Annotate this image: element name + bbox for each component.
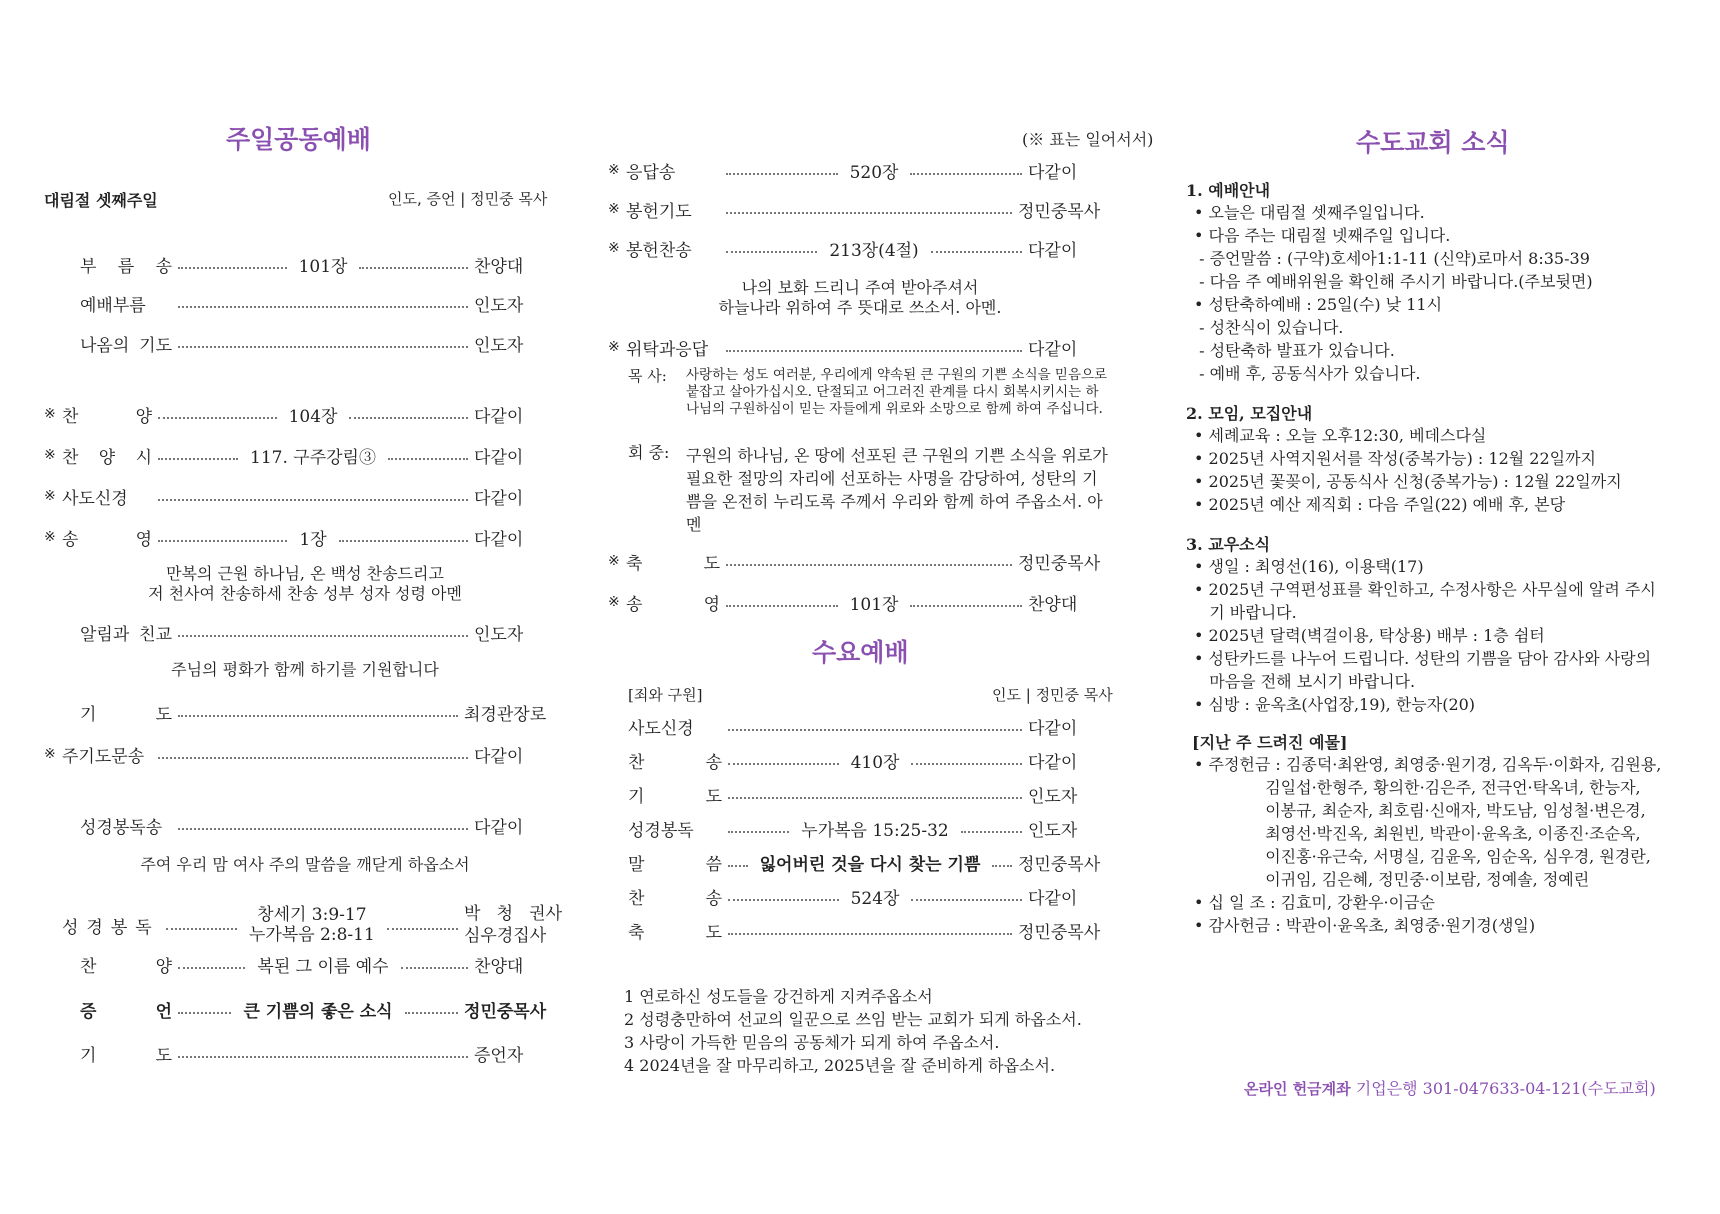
dotted-leader — [911, 899, 1022, 901]
news-item: • 감사헌금 : 박관이·윤옥초, 최영중·원기경(생일) — [1194, 916, 1536, 935]
verse-1: 창세기 3:9-17 — [257, 905, 367, 925]
order-name: 말 씀 — [628, 854, 722, 875]
prayer-item: 3 사랑이 가득한 믿음의 공동체가 되게 하여 주옵소서. — [624, 1033, 1000, 1052]
order-person: 인도자 — [474, 335, 524, 356]
dotted-leader — [359, 267, 468, 269]
dotted-leader — [178, 267, 287, 269]
congregation-text: 구원의 하나님, 온 땅에 선포된 큰 구원의 기쁜 소식을 위로가 필요한 절망의 자리에 선포하는 사명을 감당하여, 성탄의 기쁨을 온전히 누리도록 주께서 우리와 함께 하여 주옵소서. 아멘 — [686, 446, 1108, 534]
section-members-title: 3. 교우소식 — [1186, 535, 1271, 554]
dotted-leader — [726, 212, 1012, 214]
dotted-leader — [728, 763, 839, 765]
news-item: - 다음 주 예배위원을 확인해 주시기 바랍니다.(주보뒷면) — [1194, 272, 1593, 291]
order-row — [62, 331, 562, 355]
order-name: 성경봉독 — [62, 917, 160, 938]
news-body — [1186, 178, 1706, 937]
wednesday-leader: 인도 | 정민중 목사 — [992, 686, 1113, 704]
dotted-leader — [178, 967, 245, 969]
section-worship-title: 1. 예배안내 — [1186, 181, 1271, 200]
dotted-leader — [910, 605, 1022, 607]
congregation-response — [628, 444, 1108, 536]
dotted-leader — [158, 417, 277, 419]
news-item: - 예배 후, 공동식사가 있습니다. — [1194, 364, 1421, 383]
news-item: 이진홍·유근숙, 서명실, 김윤옥, 임순옥, 심우경, 원경란, — [1194, 847, 1651, 866]
news-item: • 성탄카드를 나누어 드립니다. 성탄의 기쁨을 담아 감사와 사랑의 — [1194, 649, 1652, 668]
offering-line-2: 하늘나라 위하여 주 뜻대로 쓰소서. 아멘. — [718, 298, 1002, 317]
dotted-leader — [178, 715, 458, 717]
reader-1: 박 청 권사 — [464, 904, 562, 924]
order-person: 다같이 — [1028, 162, 1078, 183]
peace-text: 주님의 평화가 함께 하기를 기원합니다 — [171, 660, 439, 679]
order-detail: 104장 — [283, 402, 344, 427]
wednesday-topic: [죄와 구원] — [628, 686, 703, 704]
order-row — [62, 952, 562, 976]
order-detail: 누가복음 15:25-32 — [795, 816, 954, 841]
news-item: 마음을 전해 보시기 바랍니다. — [1194, 672, 1416, 691]
order-person: 다같이 — [1028, 888, 1078, 909]
order-name: 송 영 — [626, 594, 720, 615]
news-item: • 2025년 예산 제직회 : 다음 주일(22) 예배 후, 본당 — [1194, 495, 1566, 514]
order-detail: 복된 그 이름 예수 — [251, 952, 394, 977]
dotted-leader — [726, 605, 838, 607]
songo-lyrics — [130, 564, 480, 604]
order-name: 사도신경 — [62, 488, 128, 509]
order-person: 다같이 — [474, 406, 524, 427]
order-person: 다같이 — [474, 817, 524, 838]
prayer-item: 4 2024년을 잘 마무리하고, 2025년을 잘 준비하게 하옵소서. — [624, 1056, 1056, 1075]
order-row — [628, 714, 1116, 738]
standing-mark: ※ — [44, 746, 56, 762]
scripture-verses — [243, 905, 381, 945]
dotted-leader — [910, 173, 1022, 175]
order-row — [44, 443, 562, 467]
order-person: 다같이 — [474, 488, 524, 509]
order-person: 정민중목사 — [1018, 201, 1101, 222]
order-person: 인도자 — [474, 624, 524, 645]
order-name: 봉헌기도 — [626, 201, 692, 222]
standing-mark: ※ — [44, 447, 56, 463]
dotted-leader — [911, 763, 1022, 765]
order-detail: 잃어버린 것을 다시 찾는 기쁨 — [754, 850, 987, 875]
standing-mark: ※ — [608, 594, 620, 610]
order-name: 위탁과응답 — [626, 339, 709, 360]
order-person: 다같이 — [1028, 718, 1078, 739]
dotted-leader — [405, 1012, 458, 1014]
prayer-item: 1 연로하신 성도들을 강건하게 지켜주옵소서 — [624, 987, 933, 1006]
dotted-leader — [401, 967, 468, 969]
order-row — [44, 525, 562, 549]
sunday-title: 주일공동예배 — [226, 125, 371, 154]
order-person: 인도자 — [1028, 820, 1078, 841]
news-item: • 십 일 조 : 김효미, 강환우·이금순 — [1194, 893, 1435, 912]
order-person: 다같이 — [1028, 339, 1078, 360]
news-item: • 세례교육 : 오늘 오후12:30, 베데스다실 — [1194, 426, 1487, 445]
order-row — [62, 291, 562, 315]
news-title: 수도교회 소식 — [1356, 128, 1510, 157]
order-person: 찬양대 — [474, 256, 524, 277]
dotted-leader — [728, 933, 1012, 935]
order-row — [628, 816, 1116, 840]
dotted-leader — [726, 350, 1022, 352]
order-name: 성경봉독 — [628, 820, 694, 841]
order-name: 부 름 송 — [80, 256, 172, 277]
dotted-leader — [158, 499, 468, 501]
news-item: • 생일 : 최영선(16), 이용택(17) — [1194, 557, 1424, 576]
order-name: 축 도 — [626, 553, 720, 574]
order-name: 송 영 — [62, 529, 152, 550]
order-detail: 큰 기쁨의 좋은 소식 — [237, 997, 398, 1022]
songo-line-2: 저 천사여 찬송하세 찬송 성부 성자 성령 아멘 — [148, 584, 462, 603]
news-item: • 성탄축하예배 : 25일(수) 낮 11시 — [1194, 295, 1443, 314]
section-worship-list — [1186, 201, 1706, 385]
news-item: • 심방 : 윤옥초(사업장,19), 한능자(20) — [1194, 695, 1476, 714]
order-person: 정민중목사 — [464, 1001, 547, 1022]
news-item: • 2025년 꽃꽂이, 공동식사 신청(중복가능) : 12월 22일까지 — [1194, 472, 1622, 491]
order-person: 다같이 — [474, 746, 524, 767]
offering-line-1: 나의 보화 드리니 주여 받아주셔서 — [741, 278, 979, 297]
dotted-leader — [726, 564, 1012, 566]
pastor-label: 목 사: — [628, 367, 667, 385]
order-name: 나옴의 기도 — [80, 335, 172, 356]
order-name: 기 도 — [80, 704, 172, 725]
news-item: - 증언말씀 : (구약)호세아1:1-11 (신약)로마서 8:35-39 — [1194, 249, 1590, 268]
dotted-leader — [961, 831, 1022, 833]
dotted-leader — [178, 828, 468, 830]
order-row — [608, 549, 1116, 573]
news-item: 이귀임, 김은혜, 정민중·이보람, 정예솔, 정예린 — [1194, 870, 1590, 889]
order-name: 알림과 친교 — [80, 624, 172, 645]
dotted-leader — [178, 1056, 468, 1058]
dotted-leader — [931, 251, 1022, 253]
dotted-leader — [339, 540, 468, 542]
dotted-leader — [178, 346, 468, 348]
account-label: 온라인 헌금계좌 — [1244, 1080, 1351, 1098]
order-person: 찬양대 — [474, 956, 524, 977]
section-members-list — [1186, 555, 1706, 716]
news-item: • 2025년 구역편성표를 확인하고, 수정사항은 사무실에 알려 주시 — [1194, 580, 1656, 599]
dotted-leader — [728, 729, 1022, 731]
dotted-leader — [388, 458, 468, 460]
news-item: • 2025년 사역지원서를 작성(중복가능) : 12월 22일까지 — [1194, 449, 1597, 468]
standing-mark: ※ — [608, 240, 620, 256]
news-item: • 오늘은 대림절 셋째주일입니다. — [1194, 203, 1425, 222]
order-detail: 101장 — [293, 252, 354, 277]
news-item: 최영선·박진옥, 최원빈, 박관이·윤옥초, 이종진·조순옥, — [1194, 824, 1641, 843]
order-row — [44, 402, 562, 426]
dotted-leader — [992, 865, 1012, 867]
order-detail: 524장 — [845, 884, 906, 909]
standing-note: (※ 표는 일어서서) — [1022, 130, 1154, 149]
order-name: 찬 송 — [628, 888, 722, 909]
standing-mark: ※ — [44, 488, 56, 504]
standing-mark: ※ — [44, 406, 56, 422]
order-detail: 520장 — [844, 158, 905, 183]
news-item: • 다음 주는 대림절 넷째주일 입니다. — [1194, 226, 1451, 245]
order-row — [628, 884, 1116, 908]
order-person: 다같이 — [1028, 240, 1078, 261]
standing-mark: ※ — [44, 529, 56, 545]
order-row — [628, 782, 1116, 806]
dotted-leader — [158, 540, 287, 542]
dotted-leader — [158, 458, 238, 460]
order-person: 최경관장로 — [464, 704, 547, 725]
scripture-prayer-text: 주여 우리 맘 여사 주의 말씀을 깨닫게 하옵소서 — [140, 855, 470, 874]
order-row — [628, 918, 1116, 942]
order-detail: 101장 — [844, 590, 905, 615]
scripture-reading-row — [62, 903, 562, 947]
order-row — [62, 620, 562, 644]
order-row — [62, 1041, 562, 1065]
order-row — [608, 335, 1116, 359]
dotted-leader — [178, 635, 468, 637]
order-name: 찬 송 — [628, 752, 722, 773]
order-person: 찬양대 — [1028, 594, 1078, 615]
section-meeting-list — [1186, 424, 1706, 516]
news-item: • 주정헌금 : 김종덕·최완영, 최영중·원기경, 김옥두·이화자, 김원용, — [1194, 755, 1662, 774]
week-label: 대림절 셋째주일 — [44, 191, 158, 210]
standing-mark: ※ — [608, 162, 620, 178]
order-person: 정민중목사 — [1018, 854, 1101, 875]
order-name: 찬 양 시 — [62, 447, 152, 468]
order-person: 다같이 — [474, 529, 524, 550]
reader-2: 심우경집사 — [464, 926, 547, 946]
standing-mark: ※ — [608, 201, 620, 217]
order-row — [62, 252, 562, 276]
order-person: 인도자 — [1028, 786, 1078, 807]
order-name: 예배부름 — [80, 295, 146, 316]
dotted-leader — [726, 251, 817, 253]
songo-line-1: 만복의 근원 하나님, 온 백성 찬송드리고 — [166, 564, 444, 583]
order-detail: 117. 구주강림③ — [244, 443, 382, 468]
account-number: 기업은행 301-047633-04-121(수도교회) — [1355, 1079, 1656, 1098]
order-row — [608, 590, 1116, 614]
order-row — [608, 197, 1116, 221]
order-name: 축 도 — [628, 922, 722, 943]
order-name: 사도신경 — [628, 718, 694, 739]
order-detail: 1장 — [293, 525, 332, 550]
order-person: 증언자 — [474, 1045, 524, 1066]
order-row — [62, 700, 562, 724]
order-name: 주기도문송 — [62, 746, 145, 767]
order-row — [44, 484, 562, 508]
news-item: 이봉규, 최순자, 최호림·신애자, 박도남, 임성철·변은경, — [1194, 801, 1646, 820]
order-row — [44, 742, 562, 766]
order-name: 증 언 — [80, 1001, 172, 1022]
order-person: 다같이 — [1028, 752, 1078, 773]
section-offerings-list — [1186, 753, 1706, 937]
offering-lyrics — [660, 278, 1060, 318]
prayer-item: 2 성령충만하여 선교의 일꾼으로 쓰임 받는 교회가 되게 하옵소서. — [624, 1010, 1082, 1029]
order-person: 인도자 — [474, 295, 524, 316]
order-name: 찬 양 — [62, 406, 152, 427]
order-name: 기 도 — [80, 1045, 172, 1066]
dotted-leader — [178, 1012, 231, 1014]
order-name: 응답송 — [626, 162, 676, 183]
order-name: 기 도 — [628, 786, 722, 807]
congregation-label: 회 중: — [628, 443, 670, 462]
order-person: 정민중목사 — [1018, 922, 1101, 943]
order-person: 다같이 — [474, 447, 524, 468]
standing-mark: ※ — [608, 553, 620, 569]
order-detail: 410장 — [845, 748, 906, 773]
pastor-text: 사랑하는 성도 여러분, 우리에게 약속된 큰 구원의 기쁜 소식을 믿음으로 붙잡고 살아가십시오. 단절되고 어그러진 관계를 다시 회복시키시는 하나님의 구원하심이 믿는 자들에게 위로와 소망으로 함께 하여 주십니다. — [686, 367, 1108, 417]
news-item: • 2025년 달력(벽걸이용, 탁상용) 배부 : 1층 쉼터 — [1194, 626, 1545, 645]
news-item: - 성찬식이 있습니다. — [1194, 318, 1344, 337]
order-row — [628, 748, 1116, 772]
order-row — [608, 236, 1116, 260]
readers — [464, 903, 562, 947]
leader-label: 인도, 증언 | 정민중 목사 — [388, 190, 548, 208]
dotted-leader — [728, 899, 839, 901]
dotted-leader — [726, 173, 838, 175]
dotted-leader — [349, 417, 468, 419]
order-name: 봉헌찬송 — [626, 240, 692, 261]
news-item: 기 바랍니다. — [1194, 603, 1297, 622]
order-name: 성경봉독송 — [80, 817, 163, 838]
section-meeting-title: 2. 모임, 모집안내 — [1186, 404, 1313, 423]
order-name: 찬 양 — [80, 956, 172, 977]
pastor-response — [628, 367, 1108, 418]
prayer-list — [624, 985, 1082, 1077]
order-row — [608, 158, 1116, 182]
order-row — [62, 813, 562, 837]
dotted-leader — [728, 865, 748, 867]
order-person: 정민중목사 — [1018, 553, 1101, 574]
dotted-leader — [178, 306, 468, 308]
news-item: 김일섭·한형주, 황의한·김은주, 전극언·탁옥녀, 한능자, — [1194, 778, 1641, 797]
section-offerings-title: [지난 주 드려진 예물] — [1192, 733, 1348, 752]
dotted-leader — [166, 928, 237, 930]
wednesday-title: 수요예배 — [812, 638, 909, 667]
dotted-leader — [158, 757, 468, 759]
order-row — [628, 850, 1116, 874]
order-detail: 213장(4절) — [823, 236, 924, 261]
dotted-leader — [387, 928, 458, 930]
verse-2: 누가복음 2:8-11 — [248, 925, 375, 945]
standing-mark: ※ — [608, 339, 620, 355]
dotted-leader — [728, 797, 1022, 799]
news-item: - 성탄축하 발표가 있습니다. — [1194, 341, 1395, 360]
online-account — [1244, 1076, 1656, 1099]
order-row — [62, 997, 562, 1021]
dotted-leader — [728, 831, 789, 833]
